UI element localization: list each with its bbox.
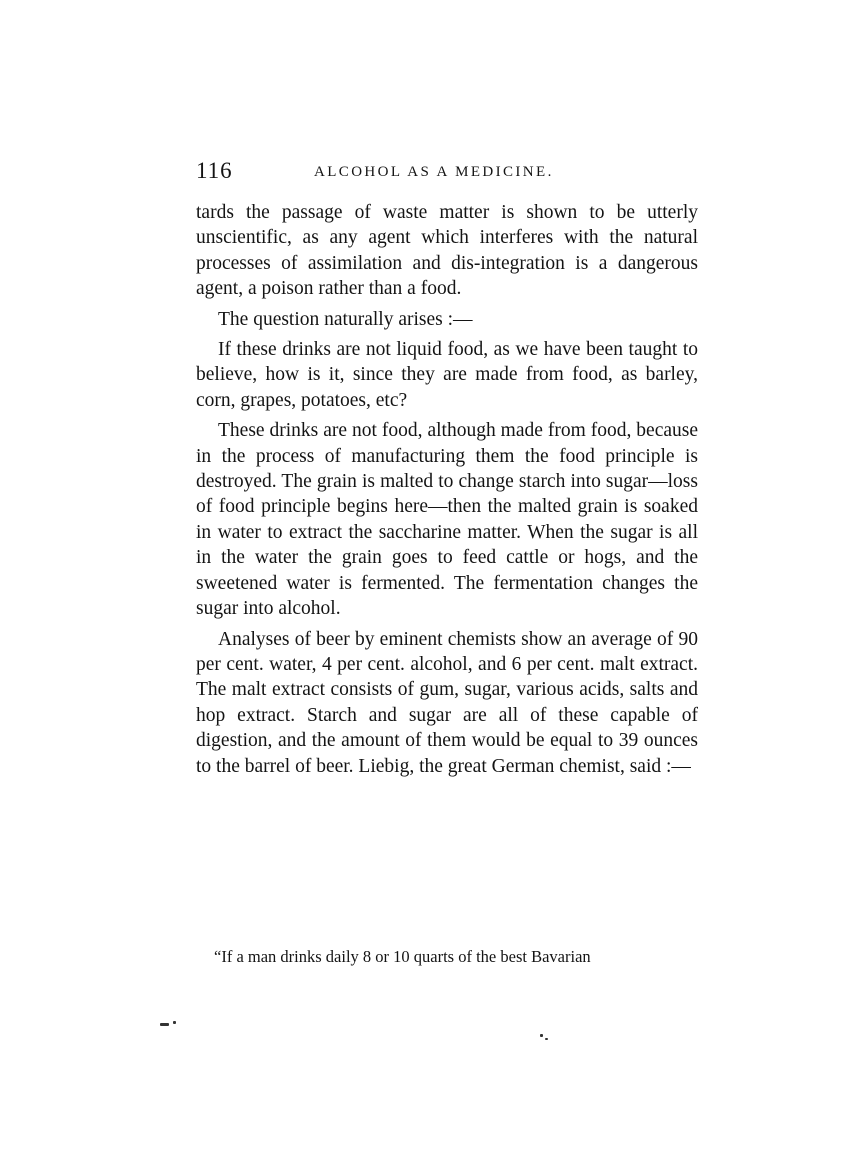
- paragraph-continued: tards the passage of waste matter is shown to be utterly unscientific, as any agent which interferes with the natural processes of assimilation and dis-integration is a dangerous agent, a poison rather than a food.: [196, 202, 698, 300]
- body-text: [196, 200, 698, 779]
- scan-speck-center: [540, 1034, 543, 1037]
- paragraph-manufacture: These drinks are not food, although made from food, because in the process of manufacturing them the food principle is destroyed. The grain is malted to change starch into sugar—loss of food principle begins here—then the malted grain is soaked in water to extract the saccharine matter. When the sugar is all in the water the grain goes to feed cattle or hogs, and the sweetened water is fermented. The fermentation changes the sugar into alcohol.: [196, 420, 698, 620]
- scan-speck-center-tail: [545, 1038, 548, 1040]
- paragraph-question-intro: The question naturally arises :—: [218, 308, 473, 330]
- paragraph-analyses: Analyses of beer by eminent chemists show an average of 90 per cent. water, 4 per cent. alcohol, and 6 per cent. malt extract. The malt extract consists of gum, sugar, various acids, salts and hop extract. Starch and sugar are all of these capable of digestion, and the amount of them would be equal to 39 ounces to the barrel of beer. Liebig, the great German chemist, said :—: [196, 628, 698, 777]
- running-head: [196, 156, 698, 186]
- scan-speck-left: [160, 1023, 169, 1026]
- scan-speck-left-tail: [173, 1021, 176, 1024]
- running-title: ALCOHOL AS A MEDICINE.: [314, 164, 554, 180]
- paragraph-question: If these drinks are not liquid food, as we have been taught to believe, how is it, since they are made from food, as barley, corn, grapes, potatoes, etc?: [196, 339, 698, 411]
- quote-line: “If a man drinks daily 8 or 10 quarts of the best Bavarian: [214, 947, 591, 966]
- page-number: 116: [196, 158, 233, 183]
